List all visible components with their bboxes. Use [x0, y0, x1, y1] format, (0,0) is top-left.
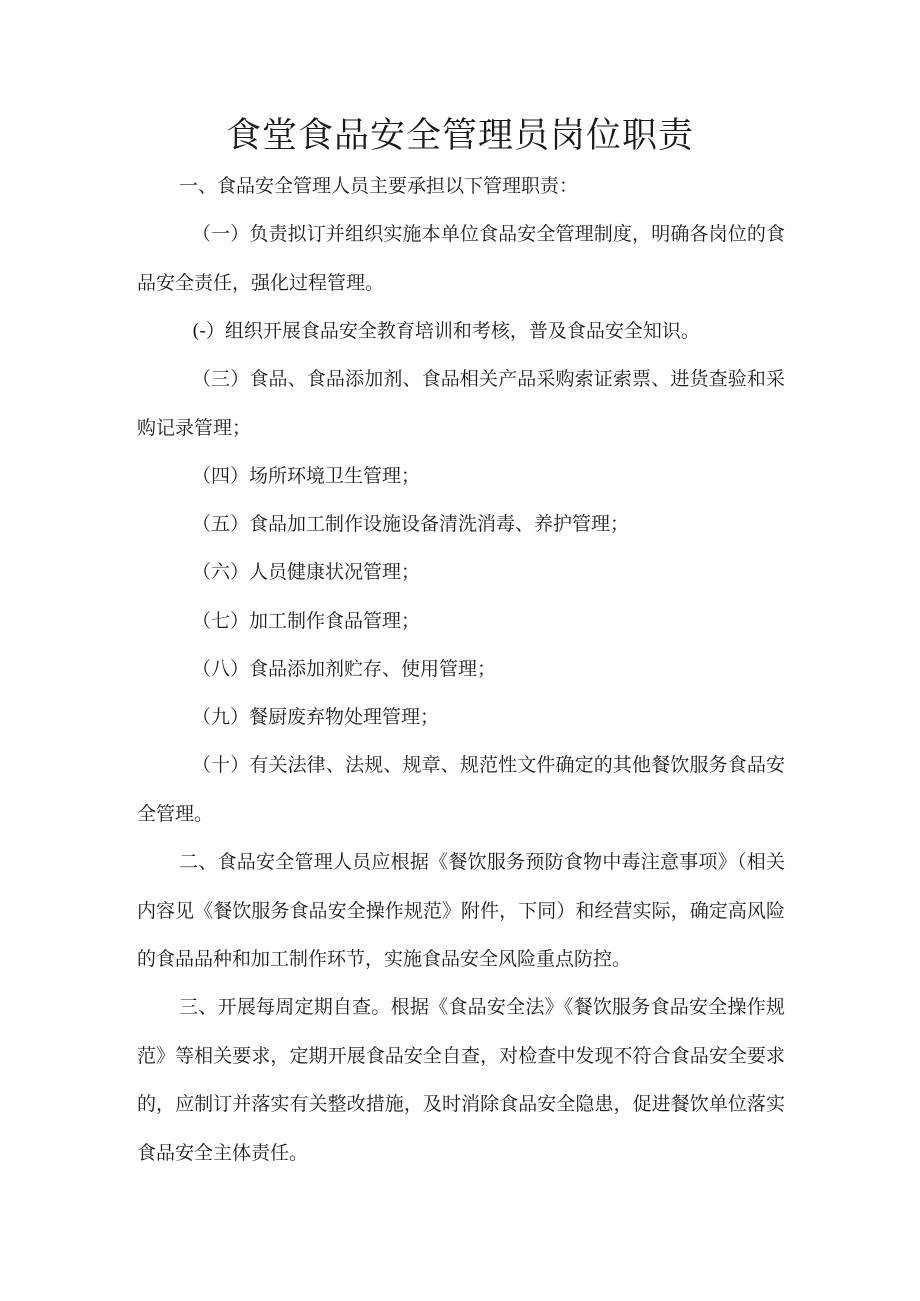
item-10: （十）有关法律、法规、规章、规范性文件确定的其他餐饮服务食品安全管理。: [137, 754, 785, 825]
item-9: （九）餐厨废弃物处理管理；: [192, 706, 440, 728]
section-1-heading: 一、食品安全管理人员主要承担以下管理职责：: [179, 175, 579, 197]
item-6: （六）人员健康状况管理；: [192, 561, 421, 583]
item-5: （五）食品加工制作设施设备清洗消毒、养护管理；: [192, 513, 630, 535]
section-2: 二、食品安全管理人员应根据《餐饮服务预防食物中毒注意事项》（相关内容见《餐饮服务食品安全操作规范》附件，下同）和经营实际，确定高风险的食品品种和加工制作环节，实施食品安全风险重点防控。: [137, 851, 785, 970]
item-8: （八）食品添加剂贮存、使用管理；: [192, 658, 497, 680]
item-3: （三）食品、食品添加剂、食品相关产品采购索证索票、进货查验和采购记录管理；: [137, 368, 785, 439]
document-title: 食堂食品安全管理员岗位职责: [225, 116, 694, 156]
item-4: （四）场所环境卫生管理；: [192, 465, 421, 487]
section-3: 三、开展每周定期自查。根据《食品安全法》《餐饮服务食品安全操作规范》等相关要求，定期开展食品安全自查，对检查中发现不符合食品安全要求的，应制订并落实有关整改措施，及时消除食品安全隐患，促进餐饮单位落实食品安全主体责任。: [137, 996, 785, 1164]
item-1: （一）负责拟订并组织实施本单位食品安全管理制度，明确各岗位的食品安全责任，强化过程管理。: [137, 223, 785, 294]
item-7: （七）加工制作食品管理；: [192, 610, 421, 632]
item-2: (-）组织开展食品安全教育培训和考核，普及食品安全知识。: [192, 320, 700, 342]
